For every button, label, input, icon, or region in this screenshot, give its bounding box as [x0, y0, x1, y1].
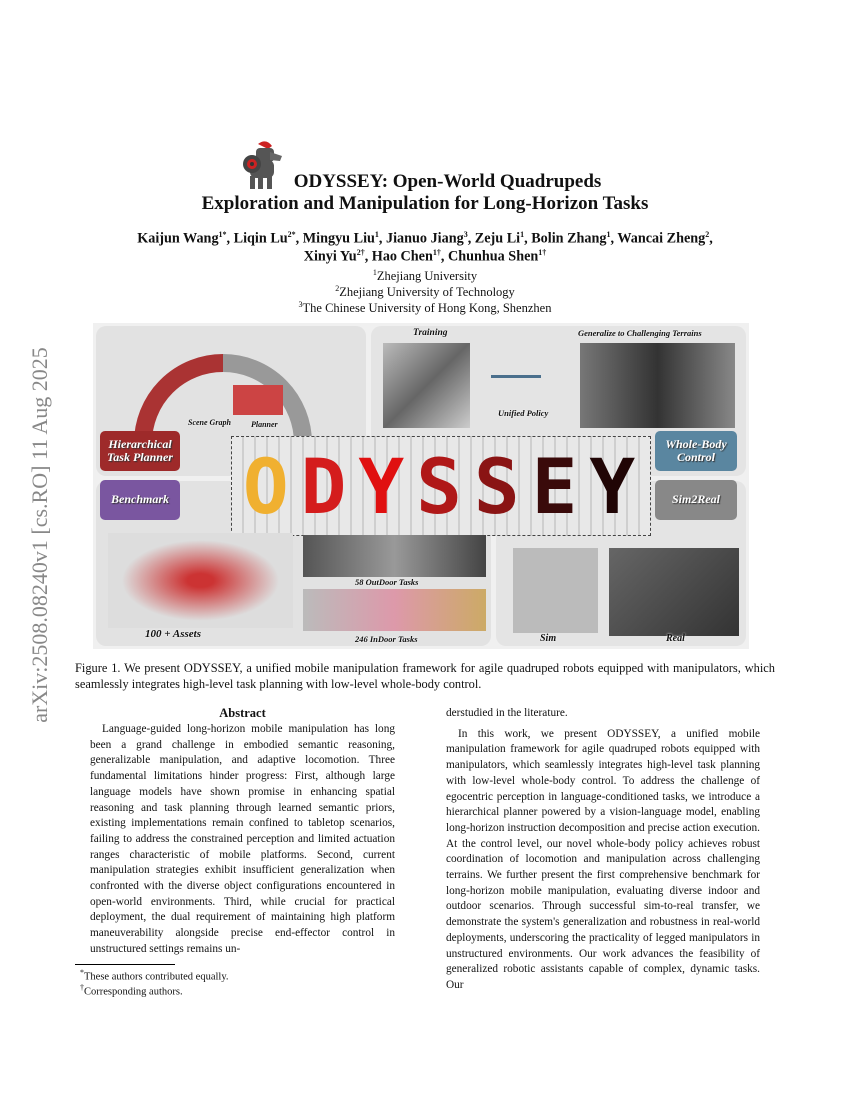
scene-graph-label: Scene Graph	[188, 418, 231, 427]
affiliation-2: $^2$Zhejiang University of Technology	[335, 284, 515, 300]
scene-graph-image	[233, 385, 283, 415]
arrow-icon	[491, 375, 541, 378]
outdoor-tasks-label: 58 OutDoor Tasks	[355, 577, 419, 587]
generalize-label: Generalize to Challenging Terrains	[578, 328, 702, 338]
indoor-tasks-label: 246 InDoor Tasks	[355, 634, 418, 644]
footnote-1: *These authors contributed equally.	[80, 968, 229, 983]
footnote-rule	[75, 964, 175, 965]
assets-label: 100 + Assets	[145, 628, 201, 640]
intro-paragraph: In this work, we present ODYSSEY, a unified mobile manipulation framework for agile quadruped robots equipped with manipulators, which seamlessly integrates high-level task planning with low-level whole-body control. To address the challenge of egocentric perception in language-conditioned tasks, we introduce a hierarchical planner powered by a vision-language model, enabling long-horizon instruction decomposition and precise action execution. At the control level, our novel whole-body policy achieves robust coordination of locomotion and manipulation across challenging terrains. We further present the first comprehensive benchmark for long-horizon mobile manipulation, evaluating diverse indoor and outdoor scenarios. Through successful sim-to-real transfer, we demonstrate the system's generalization and robustness in real-world deployments, underscoring the practicality of legged manipulators in unstructured environments. Our work advances the feasibility of generalized robotic assistants capable of complex, dynamic tasks. Our	[446, 727, 760, 991]
affiliation-1: $^1$Zhejiang University	[372, 268, 478, 284]
unified-policy-label: Unified Policy	[498, 408, 549, 418]
hierarchical-task-planner-label: Hierarchical Task Planner	[100, 431, 180, 471]
sim-image	[513, 548, 598, 633]
assets-image	[108, 533, 293, 628]
whole-body-control-label: Whole-Body Control	[655, 431, 737, 471]
footnote-2: †Corresponding authors.	[80, 983, 183, 998]
continued-text: derstudied in the literature.	[446, 707, 568, 719]
abstract-body: Language-guided long-horizon mobile manipulation has long been a grand challenge in embodied semantic reasoning, generalizable manipulation, and adaptive locomotion. Three fundamental limitations hinder progress: First, although large language models have shown promise in enhancing spatial reasoning and task planning through learned semantic priors, existing implementations remain confined to tabletop scenarios, failing to address the constrained perception and limited actuation ranges characteristic of mobile platforms. Second, current manipulation strategies exhibit insufficient generalization when confronted with the diverse object configurations encountered in open-world environments. Third, while crucial for practical deployment, the dual requirement of maintaining high platform maneuverability alongside precise end-effector control in unstructured settings remains un-	[90, 723, 395, 955]
planner-label: Planner	[251, 420, 278, 429]
arxiv-identifier[interactable]: arXiv:2508.08240v1 [cs.RO] 11 Aug 2025	[27, 347, 52, 723]
sim-label: Sim	[540, 633, 557, 644]
abstract-heading: Abstract	[219, 706, 266, 720]
odyssey-banner: O D Y S S E Y	[231, 436, 651, 536]
training-label: Training	[413, 328, 448, 338]
authors-line-2: Xinyi $Yu^{2\dagger}$, Hao Chen$^{1\dagger}$, Chunhua Shen$^{1\dagger}$	[303, 248, 547, 265]
indoor-tasks-images	[303, 589, 486, 631]
title-line-2: Exploration and Manipulation for Long-Horizon Tasks	[201, 193, 649, 214]
right-column	[446, 706, 760, 994]
real-image	[609, 548, 739, 636]
authors-line-1: Kaijun Wang$^{1*}$, Liqin $Lu^{2*}$, Mingyu Liu$^1$, Jianuo Jiang$^3$, Zeju Li$^1$, Bolin Zhang$^1$, Wancai Zheng$^2$,	[137, 230, 713, 247]
sim2real-label: Sim2Real	[655, 480, 737, 520]
real-label: Real	[666, 633, 685, 644]
task-arc	[123, 343, 323, 443]
affiliation-3: $^3$The Chinese University of Hong Kong, Shenzhen	[298, 300, 552, 316]
figure-caption: Figure 1. We present ODYSSEY, a unified mobile manipulation framework for agile quadruped robots equipped with manipulators, which seamlessly integrates high-level task planning with low-level whole-body control.	[75, 661, 775, 691]
benchmark-label: Benchmark	[100, 480, 180, 520]
figure-1	[93, 323, 749, 649]
outdoor-tasks-images	[303, 535, 486, 577]
terrain-images	[383, 343, 470, 428]
title-line-1: ODYSSEY: Open-World Quadrupeds	[293, 171, 602, 192]
terrain-results-images	[580, 343, 735, 428]
